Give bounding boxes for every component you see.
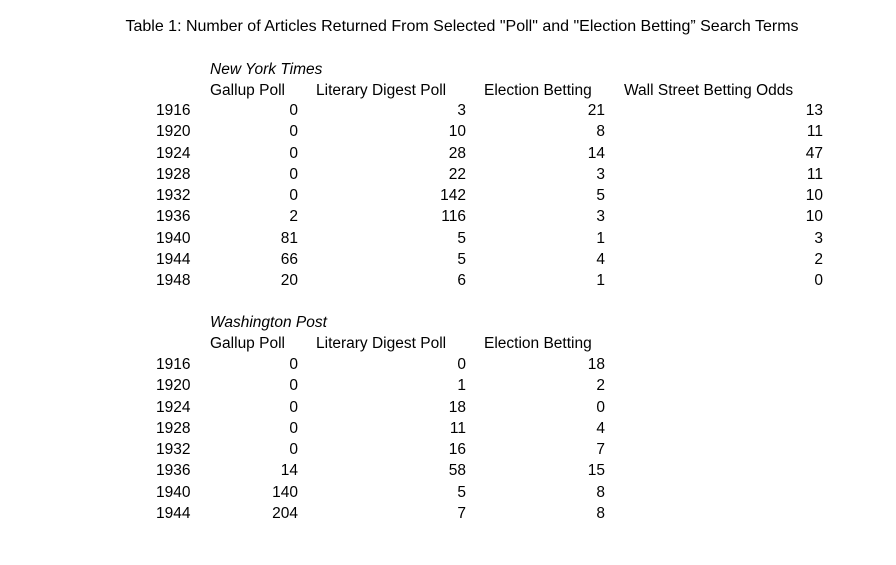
nyt-header-digest: Literary Digest Poll [316, 82, 447, 99]
nyt-cell-wallst: 2 [814, 250, 823, 268]
wp-cell-betting: 8 [596, 504, 605, 522]
nyt-source-label: New York Times [210, 61, 323, 78]
wp-cell-year: 1916 [156, 356, 191, 373]
nyt-row [0, 230, 896, 251]
wp-cell-year: 1928 [156, 419, 191, 437]
nyt-row [0, 166, 896, 187]
wp-cell-digest: 11 [449, 419, 466, 437]
wp-cell-betting: 18 [587, 356, 605, 373]
nyt-cell-wallst: 0 [814, 272, 823, 289]
wp-cell-gallup: 0 [289, 377, 298, 395]
nyt-cell-wallst: 13 [805, 102, 823, 119]
nyt-row [0, 208, 896, 229]
nyt-cell-digest: 3 [457, 102, 466, 119]
wp-cell-year: 1944 [156, 504, 191, 522]
nyt-cell-year: 1928 [156, 165, 191, 183]
nyt-cell-year: 1932 [156, 187, 191, 204]
nyt-cell-year: 1924 [156, 144, 191, 162]
nyt-cell-betting: 1 [596, 229, 605, 247]
wp-cell-gallup: 14 [280, 462, 298, 480]
wp-header-betting: Election Betting [484, 335, 592, 352]
nyt-cell-wallst: 10 [805, 187, 823, 204]
nyt-cell-wallst: 11 [806, 165, 823, 183]
wp-cell-betting: 8 [596, 483, 605, 501]
nyt-header-wallst: Wall Street Betting Odds [624, 82, 794, 99]
nyt-cell-gallup: 0 [289, 187, 298, 204]
wp-cell-year: 1940 [156, 483, 191, 501]
wp-row [0, 505, 896, 526]
nyt-cell-gallup: 0 [289, 144, 298, 162]
nyt-cell-year: 1944 [156, 250, 191, 268]
nyt-cell-wallst: 11 [806, 123, 823, 141]
nyt-header-gallup: Gallup Poll [210, 82, 285, 99]
wp-source-label: Washington Post [210, 314, 327, 331]
wp-header-gallup: Gallup Poll [210, 335, 285, 352]
wp-cell-digest: 58 [448, 462, 466, 480]
wp-cell-digest: 18 [448, 398, 466, 416]
nyt-cell-gallup: 20 [280, 272, 298, 289]
wp-row [0, 356, 896, 377]
wp-header-digest: Literary Digest Poll [316, 335, 447, 352]
wp-cell-gallup: 0 [289, 356, 298, 373]
nyt-row [0, 187, 896, 208]
wp-cell-year: 1936 [156, 462, 191, 480]
nyt-cell-gallup: 66 [280, 250, 298, 268]
wp-cell-digest: 7 [457, 504, 466, 522]
nyt-cell-gallup: 0 [289, 123, 298, 141]
nyt-row [0, 145, 896, 166]
nyt-cell-betting: 4 [596, 250, 605, 268]
wp-cell-betting: 15 [587, 462, 605, 480]
wp-cell-year: 1932 [156, 441, 191, 458]
wp-cell-gallup: 0 [289, 441, 298, 458]
nyt-cell-digest: 5 [457, 229, 466, 247]
wp-cell-gallup: 0 [289, 398, 298, 416]
wp-cell-betting: 4 [596, 419, 605, 437]
nyt-header-betting: Election Betting [484, 82, 592, 99]
wp-cell-betting: 0 [596, 398, 605, 416]
nyt-cell-year: 1916 [156, 102, 191, 119]
wp-cell-gallup: 140 [272, 483, 298, 501]
nyt-cell-gallup: 0 [289, 165, 298, 183]
wp-row [0, 377, 896, 398]
nyt-cell-digest: 6 [457, 272, 466, 289]
wp-row [0, 441, 896, 462]
nyt-cell-gallup: 81 [280, 229, 298, 247]
nyt-cell-digest: 22 [448, 165, 466, 183]
nyt-cell-betting: 1 [596, 272, 605, 289]
nyt-cell-digest: 142 [440, 187, 466, 204]
wp-cell-betting: 2 [596, 377, 605, 395]
nyt-cell-gallup: 2 [289, 208, 298, 226]
wp-row [0, 399, 896, 420]
wp-cell-gallup: 204 [272, 504, 298, 522]
wp-row [0, 462, 896, 483]
nyt-cell-year: 1936 [156, 208, 191, 226]
nyt-cell-year: 1920 [156, 123, 191, 141]
nyt-cell-digest: 116 [441, 208, 466, 226]
nyt-cell-betting: 5 [596, 187, 605, 204]
wp-cell-digest: 16 [448, 441, 466, 458]
nyt-cell-betting: 14 [587, 144, 605, 162]
nyt-cell-year: 1940 [156, 229, 191, 247]
wp-cell-gallup: 0 [289, 419, 298, 437]
table-title: Table 1: Number of Articles Returned From Selected "Poll" and "Election Betting” Search Terms [125, 18, 799, 35]
nyt-cell-digest: 10 [448, 123, 466, 141]
nyt-row [0, 123, 896, 144]
nyt-cell-gallup: 0 [289, 102, 298, 119]
wp-cell-betting: 7 [596, 441, 605, 458]
nyt-cell-betting: 3 [596, 165, 605, 183]
nyt-cell-betting: 8 [596, 123, 605, 141]
wp-cell-digest: 1 [457, 377, 466, 395]
nyt-cell-wallst: 3 [814, 229, 823, 247]
nyt-cell-wallst: 47 [805, 144, 823, 162]
nyt-row [0, 102, 896, 123]
wp-cell-year: 1920 [156, 377, 191, 395]
nyt-cell-digest: 28 [448, 144, 466, 162]
nyt-cell-betting: 3 [596, 208, 605, 226]
nyt-cell-betting: 21 [587, 102, 605, 119]
nyt-cell-wallst: 10 [805, 208, 823, 226]
wp-row [0, 484, 896, 505]
wp-row [0, 420, 896, 441]
wp-cell-digest: 0 [457, 356, 466, 373]
wp-cell-year: 1924 [156, 398, 191, 416]
wp-cell-digest: 5 [457, 483, 466, 501]
nyt-row [0, 272, 896, 293]
nyt-cell-digest: 5 [457, 250, 466, 268]
nyt-row [0, 251, 896, 272]
nyt-cell-year: 1948 [156, 272, 191, 289]
